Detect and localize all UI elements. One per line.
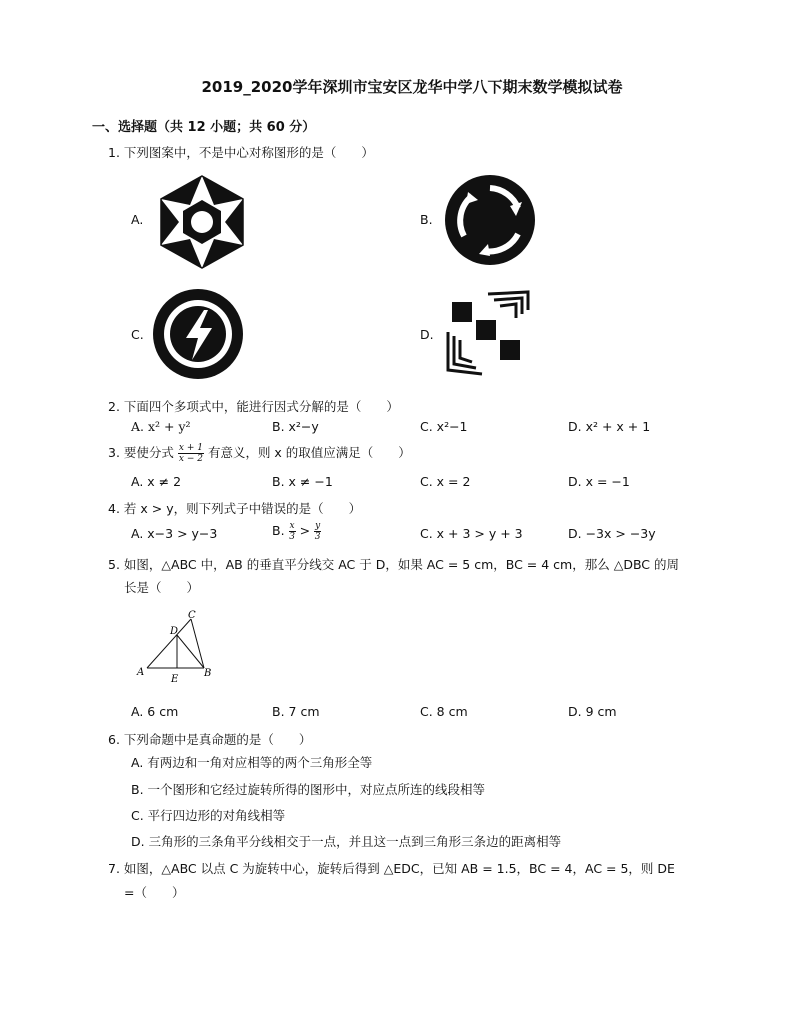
q1-figure-d: [444, 290, 534, 378]
q3-option-b: B. x ≠ −1: [272, 474, 333, 489]
q1-option-c-label: C.: [131, 327, 144, 342]
q5-option-a: A. 6 cm: [131, 704, 179, 719]
q4-b-den2: 3: [314, 532, 321, 542]
q3-fraction-denominator: x − 2: [178, 454, 203, 464]
q4-b-num2: y: [315, 521, 321, 531]
question-5-stem-line-1: 5. 如图，△ABC 中，AB 的垂直平分线交 AC 于 D，如果 AC = 5 cm，BC = 4 cm，那么 △DBC 的周: [108, 557, 680, 572]
question-7-stem-line-1: 7. 如图，△ABC 以点 C 为旋转中心，旋转后得到 △EDC，已知 AB = 1.5，BC = 4，AC = 5，则 DE: [108, 861, 675, 876]
q3-option-c: C. x = 2: [420, 474, 471, 489]
q4-option-a: A. x−3 > y−3: [131, 526, 218, 541]
q1-figure-b: [444, 174, 536, 266]
q3-stem-pre: 3. 要使分式: [108, 445, 174, 460]
q5-option-b: B. 7 cm: [272, 704, 320, 719]
q5-label-c: C: [188, 610, 196, 621]
q1-figure-a: [152, 172, 252, 272]
q6-option-d: D. 三角形的三条角平分线相交于一点，并且这一点到三角形三条边的距离相等: [131, 834, 562, 849]
q2-option-c: C. x²−1: [420, 419, 468, 434]
q4-option-b: [272, 521, 321, 542]
q4-option-d: D. −3x > −3y: [568, 526, 656, 541]
question-5-stem-line-2: 长是（ ）: [124, 580, 200, 595]
q4-b-den1: 3: [289, 532, 295, 542]
q5-label-b: B: [204, 668, 212, 679]
q4-b-num1: x: [289, 521, 295, 531]
q3-fraction-numerator: x + 1: [178, 443, 203, 453]
q3-fraction: [178, 443, 204, 464]
section-heading: 一、选择题（共 12 小题；共 60 分）: [92, 120, 316, 135]
q5-label-a: A: [137, 667, 145, 678]
question-2-stem: 2. 下面四个多项式中，能进行因式分解的是（ ）: [108, 399, 399, 414]
q4-option-b-operator: >: [299, 523, 311, 538]
q5-triangle-figure: [134, 608, 224, 688]
q1-option-d-label: D.: [420, 327, 434, 342]
q6-option-a: A. 有两边和一角对应相等的两个三角形全等: [131, 755, 373, 770]
question-7-stem-line-2: =（ ）: [124, 885, 185, 900]
q2-option-a: A. x² + y²: [131, 419, 191, 434]
q4-option-b-prefix: B.: [272, 523, 285, 538]
q5-option-d: D. 9 cm: [568, 704, 617, 719]
q5-label-d: D: [170, 626, 179, 637]
q1-figure-c: [152, 288, 244, 380]
q6-option-c: C. 平行四边形的对角线相等: [131, 808, 286, 823]
question-4-stem: 4. 若 x > y，则下列式子中错误的是（ ）: [108, 501, 362, 516]
q1-option-b-label: B.: [420, 212, 433, 227]
q1-option-a-label: A.: [131, 212, 144, 227]
q4-option-c: C. x + 3 > y + 3: [420, 526, 523, 541]
page-title: 2019_2020学年深圳市宝安区龙华中学八下期末数学模拟试卷: [201, 78, 623, 96]
q4-option-b-fraction-1: [289, 521, 296, 542]
q3-option-a: A. x ≠ 2: [131, 474, 182, 489]
q2-option-d: D. x² + x + 1: [568, 419, 651, 434]
q5-option-c: C. 8 cm: [420, 704, 468, 719]
q6-option-b: B. 一个图形和它经过旋转所得的图形中，对应点所连的线段相等: [131, 782, 486, 797]
q2-option-b: B. x²−y: [272, 419, 319, 434]
q3-option-d: D. x = −1: [568, 474, 630, 489]
q5-label-e: E: [171, 674, 179, 685]
question-6-stem: 6. 下列命题中是真命题的是（ ）: [108, 732, 312, 747]
question-1-stem: 1. 下列图案中，不是中心对称图形的是（ ）: [108, 145, 374, 160]
question-3-stem: [108, 443, 411, 464]
q3-stem-post: 有意义，则 x 的取值应满足（ ）: [207, 445, 411, 460]
q4-option-b-fraction-2: [314, 521, 321, 542]
